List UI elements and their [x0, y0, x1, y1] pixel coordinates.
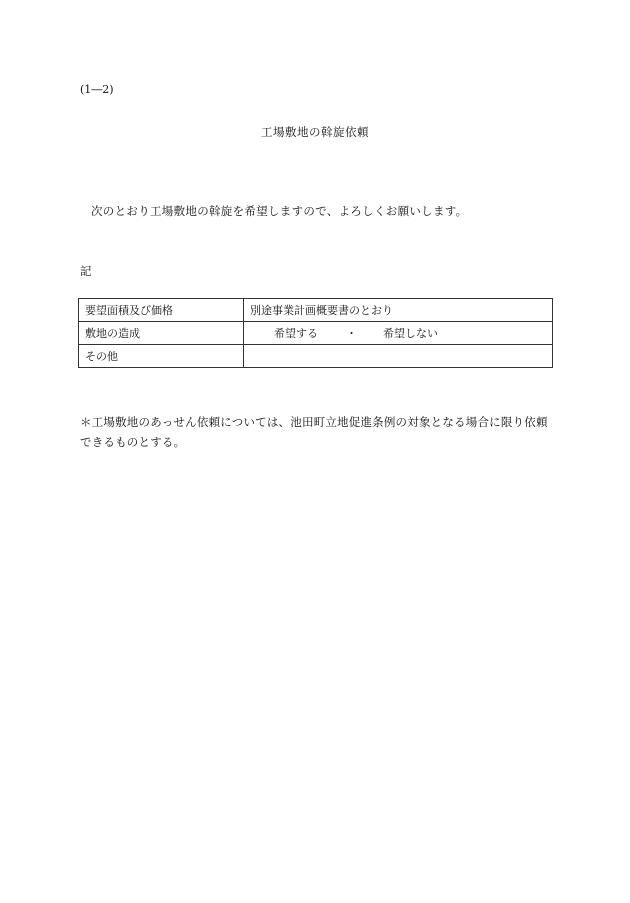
- row-label-site-preparation: 敷地の造成: [79, 322, 244, 345]
- table-row-other: [79, 345, 553, 368]
- choice-not-desired[interactable]: 希望しない: [383, 327, 438, 340]
- footnote-note: ＊工場敷地のあっせん依頼については、池田町立地促進条例の対象となる場合に限り依頼できるものとする。: [80, 415, 548, 449]
- row-label-other: その他: [79, 345, 244, 368]
- row-value-area-price: 別途事業計画概要書のとおり: [244, 299, 553, 322]
- table-row-area-price: [79, 299, 553, 322]
- choice-desired[interactable]: 希望する: [274, 327, 318, 340]
- form-number: (1―2): [80, 83, 114, 96]
- choice-separator: ・: [346, 327, 357, 340]
- request-table: [78, 298, 553, 368]
- ki-heading: 記: [80, 264, 92, 278]
- document-title: 工場敷地の斡旋依頼: [261, 125, 369, 139]
- row-value-site-preparation: [244, 322, 553, 345]
- row-label-area-price: 要望面積及び価格: [79, 299, 244, 322]
- row-value-other[interactable]: [244, 345, 553, 368]
- table-row-site-preparation: [79, 322, 553, 345]
- intro-paragraph: 次のとおり工場敷地の斡旋を希望しますので、よろしくお願いします。: [91, 204, 468, 218]
